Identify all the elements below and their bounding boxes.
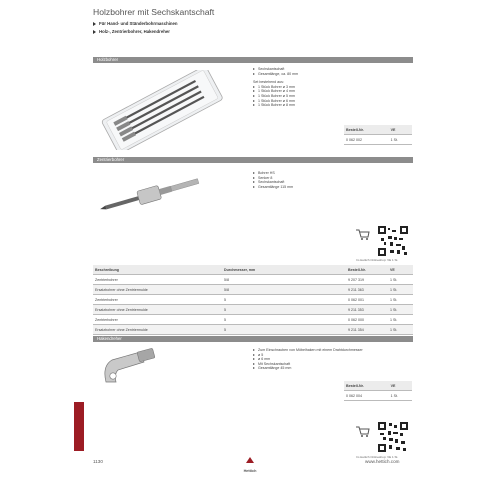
subtitle-1-text: Für Hand- und Ständerbohrmaschinen	[99, 21, 178, 26]
bullet-icon	[253, 181, 255, 183]
feature-text: Gesamtlänge 115 mm	[258, 184, 294, 189]
set-item-text: 1 Stück Bohrer ø 8 mm	[258, 103, 295, 108]
section1-features	[253, 67, 298, 108]
bullet-icon	[253, 86, 255, 88]
set-item-text: 1 Stück Bohrer ø 3 mm	[258, 84, 295, 89]
feature-text: Senker 8	[258, 175, 273, 180]
table-row	[344, 135, 412, 145]
bullet-icon	[253, 90, 255, 92]
bullet-icon	[253, 349, 255, 351]
triangle-bullet-icon	[93, 22, 96, 26]
table-cell: 9 211 363	[346, 285, 388, 295]
feature-text: Gesamtlänge 45 mm	[258, 366, 292, 371]
table-cell: 1 St.	[388, 295, 413, 305]
header-cell: Durchmesser, mm	[222, 265, 346, 275]
table-header-row	[93, 265, 413, 275]
triangle-bullet-icon	[93, 30, 96, 34]
table-cell: 0 062 004	[344, 391, 389, 401]
section-bar-label: Zentrierbohrer	[97, 157, 125, 162]
bullet-icon	[253, 358, 255, 360]
table-row	[344, 391, 412, 401]
table-cell: Ersatzbohrer ohne Zentriermulde	[93, 305, 222, 315]
table-cell: 1 St.	[388, 315, 413, 325]
section-bar-label: Holzbohrer	[97, 57, 119, 62]
bullet-icon	[253, 363, 255, 365]
section-bar-holzbohrer	[93, 57, 413, 63]
page-title: Holzbohrer mit Sechskantschaft	[93, 7, 215, 17]
table-cell: 9 211 354	[346, 325, 388, 335]
section2-order-table	[93, 265, 413, 335]
table-cell: 0 062 002	[344, 135, 389, 145]
bullet-icon	[253, 172, 255, 174]
onlineshop-caption-2: Im Hettich Onlineshop: VE 1 St.	[356, 258, 399, 262]
table-row	[93, 295, 413, 305]
feature-item	[253, 185, 293, 190]
subtitle-1	[93, 21, 178, 26]
feature-item	[253, 72, 298, 77]
qr-code-icon	[378, 226, 408, 256]
feature-item	[253, 366, 363, 371]
hettich-logo	[241, 451, 259, 473]
section-bar-label: Hakendreher	[97, 336, 122, 341]
table-cell: 5	[222, 325, 346, 335]
table-header-row	[344, 381, 412, 391]
table-cell: 1 St.	[388, 325, 413, 335]
table-cell: 9 211 353	[346, 305, 388, 315]
table-row	[93, 315, 413, 325]
table-cell: 1 St.	[389, 135, 412, 145]
table-cell: Zentrierbohrer	[93, 295, 222, 305]
header-cell: Beschreibung	[93, 265, 222, 275]
table-cell: 1 St.	[388, 275, 413, 285]
header-cell: Bestell-Nr.	[344, 125, 389, 135]
set-item-text: 1 Stück Bohrer ø 6 mm	[258, 98, 295, 103]
feature-text: Sechskantschaft	[258, 67, 285, 71]
feature-text: ø 5	[258, 352, 264, 357]
table-cell: 0 062 000	[346, 315, 388, 325]
table-row	[93, 305, 413, 315]
subtitle-2	[93, 29, 170, 34]
table-row	[93, 325, 413, 335]
set-item-text: 1 Stück Bohrer ø 5 mm	[258, 93, 295, 98]
header-cell: VE	[389, 125, 412, 135]
drill-set-case-image	[95, 70, 230, 150]
set-item-text: 1 Stück Bohrer ø 4 mm	[258, 89, 295, 94]
table-cell: 5/8	[222, 275, 346, 285]
bullet-icon	[253, 73, 255, 75]
feature-text: Gesamtlänge, ca. 80 mm	[258, 71, 299, 76]
table-cell: 0 062 001	[346, 295, 388, 305]
table-row	[93, 275, 413, 285]
table-row	[93, 285, 413, 295]
header-cell: Bestell-Nr.	[346, 265, 388, 275]
set-label: Set bestehend aus:	[253, 80, 284, 85]
section2-features	[253, 171, 293, 189]
table-header-row	[344, 125, 412, 135]
hettich-logo-text: Hettich	[243, 469, 257, 473]
table-cell: Zentrierbohrer	[93, 275, 222, 285]
bullet-icon	[253, 186, 255, 188]
table-cell: 1 St.	[388, 305, 413, 315]
table-cell: 5	[222, 295, 346, 305]
feature-text: Bohrer HS	[258, 171, 275, 175]
table-cell: 5/8	[222, 285, 346, 295]
table-cell: 5	[222, 315, 346, 325]
footer-url: www.hettich.com	[365, 459, 400, 464]
bullet-icon	[253, 354, 255, 356]
set-item	[253, 103, 298, 108]
subtitle-2-text: Holz-, Zentrierbohrer, Hakendreher	[99, 29, 170, 34]
section3-order-table	[344, 381, 412, 401]
section-bar-zentrierbohrer	[93, 157, 413, 163]
hettich-logo-mark-icon	[245, 456, 255, 464]
bullet-icon	[253, 100, 255, 102]
table-cell: 5	[222, 305, 346, 315]
table-cell: Zentrierbohrer	[93, 315, 222, 325]
feature-text: Zum Einschrauben von Möbelhaken mit einem Drahtdurchmesser	[258, 348, 363, 352]
header-cell: Bestell-Nr.	[344, 381, 389, 391]
header-cell: VE	[389, 381, 412, 391]
shopping-cart-icon	[356, 229, 370, 241]
table-cell: Ersatzbohrer ohne Zentriermulde	[93, 325, 222, 335]
table-cell: 9 207 319	[346, 275, 388, 285]
shopping-cart-icon	[356, 426, 370, 438]
page-number: 1130	[93, 459, 103, 464]
section3-features	[253, 348, 363, 371]
centering-drill-image	[98, 174, 208, 214]
table-cell: 1 St.	[388, 285, 413, 295]
feature-text: Mit Sechskantschaft	[258, 361, 291, 366]
bullet-icon	[253, 367, 255, 369]
feature-text: ø 6 mm	[258, 357, 271, 362]
section1-order-table	[344, 125, 412, 145]
hook-driver-image	[100, 344, 160, 386]
bullet-icon	[253, 177, 255, 179]
qr-code-icon	[378, 422, 408, 452]
section-bar-hakendreher	[93, 336, 413, 342]
onlineshop-caption-3: Im Hettich Onlineshop: VE 1 St.	[356, 455, 399, 459]
feature-item	[253, 348, 363, 353]
table-cell: 1 St.	[389, 391, 412, 401]
table-cell: Ersatzbohrer ohne Zentriermulde	[93, 285, 222, 295]
header-cell: VE	[388, 265, 413, 275]
bullet-icon	[253, 68, 255, 70]
feature-text: Sechskantschaft	[258, 180, 285, 185]
bullet-icon	[253, 104, 255, 106]
chapter-tab	[74, 402, 84, 451]
bullet-icon	[253, 95, 255, 97]
